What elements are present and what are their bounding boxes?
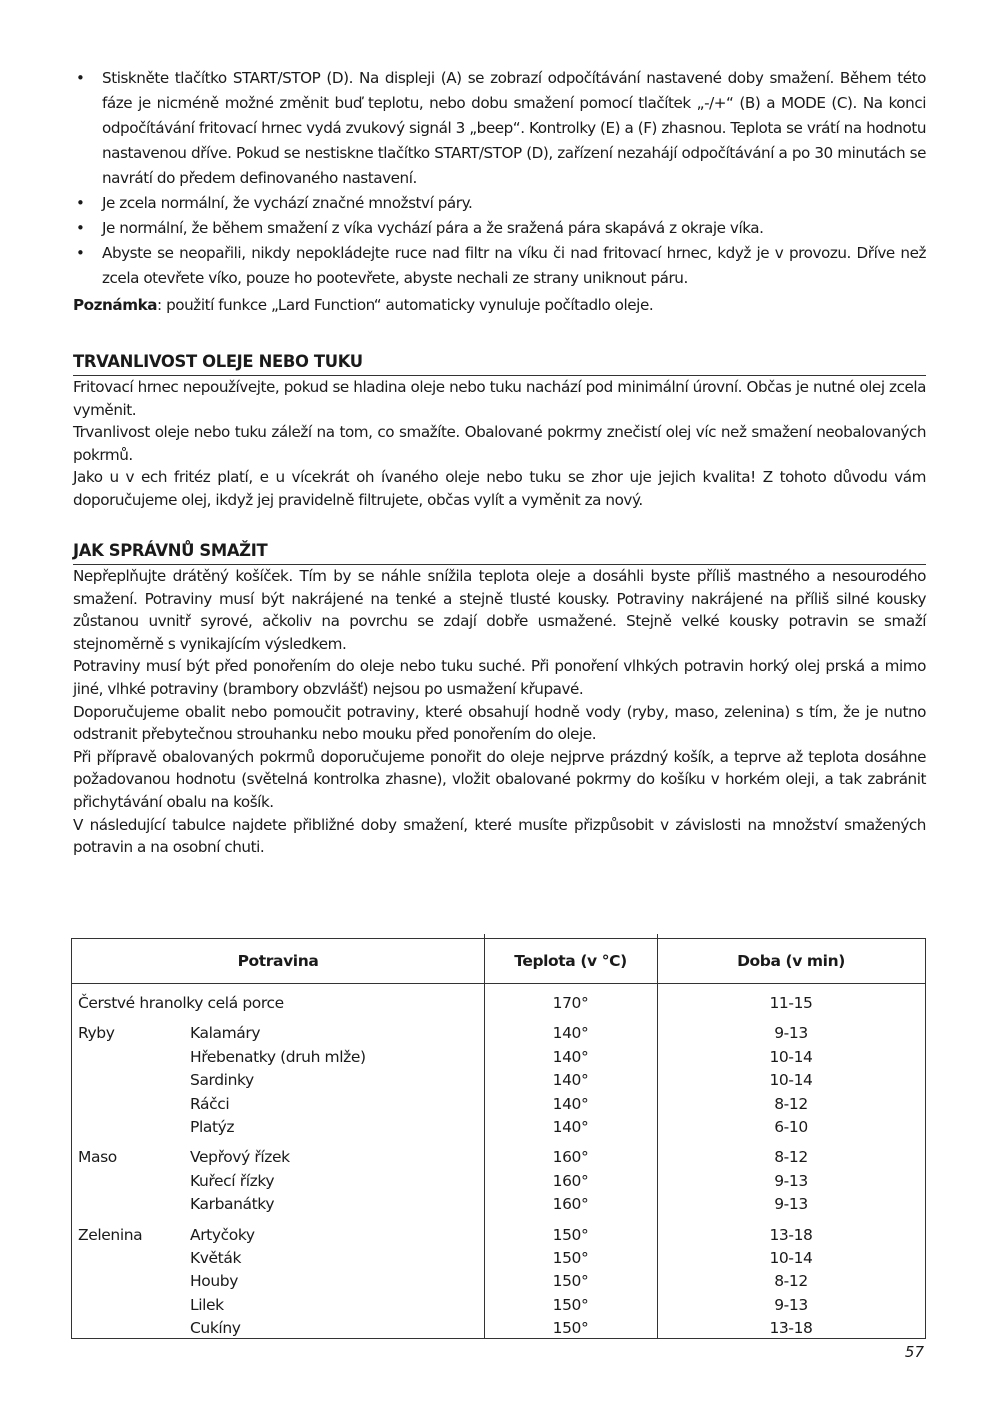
table-row: [72, 1024, 925, 1047]
temperature-value: 170°: [552, 994, 589, 1012]
temperature-value: 140°: [552, 1094, 589, 1113]
header-food: Potravina: [237, 952, 319, 970]
temperature-value: 150°: [552, 1225, 589, 1244]
paragraph: Nepřeplňujte drátěný košíček. Tím by se náhle snížila teplota oleje a dosáhli byste příliš mastného a nesourodého smažení. Potraviny musí být nakrájené na tenké a stejně tlusté kousky. Potraviny nakrájené na příliš silné kousky zůstanou uvnitř syrové, ačkoliv na povrchu se zdají dobře usmažené. Stejně velké kousky potravin se smaží stejnoměrně s vynikajícím výsledkem.: [73, 567, 926, 653]
temperature-value: 140°: [552, 1024, 589, 1043]
table-row: [72, 1195, 925, 1218]
table-row: [72, 1095, 925, 1118]
temperature-value: 160°: [552, 1195, 589, 1214]
time-value: 10-14: [769, 1248, 813, 1267]
note-label: Poznámka: [73, 296, 158, 314]
time-value: 9-13: [774, 1171, 808, 1190]
food-name: Vepřový řízek: [190, 1148, 290, 1167]
time-value: 9-13: [774, 1024, 808, 1043]
food-category: Ryby: [78, 1024, 115, 1043]
time-value: 10-14: [769, 1071, 813, 1090]
time-value: 13-18: [769, 1225, 813, 1244]
time-value: 8-12: [774, 1272, 808, 1291]
time-value: 9-13: [774, 1195, 808, 1214]
temperature-value: 150°: [552, 1319, 589, 1338]
food-name: Lilek: [190, 1295, 224, 1314]
table-body: [72, 994, 925, 1342]
header-temperature: Teplota (v °C): [514, 952, 627, 970]
table-row: [72, 994, 925, 1017]
time-value: 13-18: [769, 1319, 813, 1338]
food-name: Platýz: [190, 1117, 235, 1136]
section-heading: JAK SPRÁVNŮ SMAŽIT: [73, 541, 268, 560]
paragraph: Fritovací hrnec nepoužívejte, pokud se hladina oleje nebo tuku nachází pod minimální úrovní. Občas je nutné olej zcela vyměnit.: [73, 378, 926, 419]
temperature-value: 150°: [552, 1295, 589, 1314]
table-row: [72, 1226, 925, 1249]
food-name: Kalamáry: [190, 1024, 261, 1043]
instruction-item: • Stiskněte tlačítko START/STOP (D). Na displeji (A) se zobrazí odpočítávání nastavené doby smažení. Během této fáze je nicméně možné změnit buď teplotu, nebo dobu smažení pomocí tlačítek „-/+“ (B) a MODE (C). Na konci odpočítávání fritovací hrnec vydá zvukový signál 3 „beep“. Kontrolky (E) a (F) zhasnou. Teplota se vrátí na hodnotu nastavenou dříve. Pokud se nestiskne tlačítko START/STOP (D), zařízení nezahájí odpočítávání a po 30 minutách se navrátí do předem definovaného nastavení.: [73, 66, 926, 191]
food-name: Ráčci: [190, 1094, 230, 1113]
table-row: [72, 1071, 925, 1094]
food-name: Sardinky: [190, 1071, 254, 1090]
temperature-value: 150°: [552, 1272, 589, 1291]
food-name: Cukíny: [190, 1319, 241, 1338]
food-name: Kuřecí řízky: [190, 1171, 275, 1190]
food-name: Karbanátky: [190, 1195, 275, 1214]
table-row: [72, 1272, 925, 1295]
food-name: Hřebenatky (druh mlže): [190, 1047, 366, 1066]
temperature-value: 140°: [552, 1117, 589, 1136]
time-value: 6-10: [774, 1117, 808, 1136]
instruction-item: • Abyste se neopařili, nikdy nepokládejte ruce nad filtr na víku či nad fritovací hrnec, když je v provozu. Dříve než zcela otevřete víko, pouze ho pootevřete, abyste nechali ze strany uniknout páru.: [73, 241, 926, 291]
frying-times-table: [71, 938, 926, 1339]
time-value: 10-14: [769, 1047, 813, 1066]
instruction-item: • Je zcela normální, že vychází značné množství páry.: [73, 191, 926, 216]
food-category: Zelenina: [78, 1225, 143, 1244]
note: [73, 293, 926, 318]
page-content: [73, 66, 926, 857]
section-how-to-fry: [73, 540, 926, 859]
temperature-value: 160°: [552, 1148, 589, 1167]
paragraph: V následující tabulce najdete přibližné doby smažení, které musíte přizpůsobit v závislosti na množství smažených potravin a na osobní chuti.: [73, 815, 926, 857]
instruction-item: • Je normální, že během smažení z víka vychází pára a že sražená pára skapává z okraje víka.: [73, 216, 926, 241]
page-number: 57: [904, 1343, 924, 1361]
paragraph: Trvanlivost oleje nebo tuku záleží na tom, co smažíte. Obalované pokrmy znečistí olej víc než smažení neobalovaných pokrmů.: [73, 423, 926, 464]
section-oil-durability: [73, 351, 926, 512]
instruction-list: [73, 66, 926, 291]
food-name: Květák: [190, 1248, 242, 1267]
table-row: [72, 1296, 925, 1319]
table-row: [72, 1048, 925, 1071]
note-text: : použití funkce „Lard Function“ automaticky vynuluje počítadlo oleje.: [157, 296, 654, 314]
table-row: [72, 1118, 925, 1141]
header-divider: [72, 983, 925, 984]
time-value: 8-12: [774, 1148, 808, 1167]
food-name: Artyčoky: [190, 1225, 255, 1244]
table-row: [72, 1249, 925, 1272]
temperature-value: 140°: [552, 1071, 589, 1090]
temperature-value: 160°: [552, 1171, 589, 1190]
food-name: Houby: [190, 1272, 238, 1291]
paragraph: Jako u v ech fritéz platí, e u vícekrát oh ívaného oleje nebo tuku se zhor uje jejich kvalita! Z tohoto důvodu vám doporučujeme olej, ikdyž jej pravidelně filtrujete, občas vylít a vyměnit za nový.: [73, 468, 926, 509]
section-heading: TRVANLIVOST OLEJE NEBO TUKU: [73, 352, 363, 371]
table-row: [72, 1148, 925, 1171]
table-row: [72, 1319, 925, 1342]
paragraph: Doporučujeme obalit nebo pomoučit potraviny, které obsahují hodně vody (ryby, maso, zelenina) s tím, že je nutno odstranit přebytečnou strouhanku nebo mouku před ponořením do oleje.: [73, 702, 926, 744]
time-value: 8-12: [774, 1094, 808, 1113]
food-name: Čerstvé hranolky celá porce: [78, 994, 284, 1012]
time-value: 11-15: [769, 994, 813, 1012]
header-time: Doba (v min): [737, 952, 845, 970]
table-row: [72, 1172, 925, 1195]
paragraph: Potraviny musí být před ponořením do oleje nebo tuku suché. Při ponoření vlhkých potravin horký olej prská a mimo jiné, vlhké potraviny (brambory obzvlášť) nejsou po usmažení křupavé.: [73, 657, 926, 698]
temperature-value: 140°: [552, 1047, 589, 1066]
paragraph: Při přípravě obalovaných pokrmů doporučujeme ponořit do oleje nejprve prázdný košík, a teprve až teplota dosáhne požadovanou hodnotu (světelná kontrolka zhasne), vložit obalované pokrmy do košíku v horkém oleji, a tak zabránit přichytávání obalu na košík.: [73, 747, 926, 811]
food-category: Maso: [78, 1148, 117, 1167]
temperature-value: 150°: [552, 1248, 589, 1267]
time-value: 9-13: [774, 1295, 808, 1314]
